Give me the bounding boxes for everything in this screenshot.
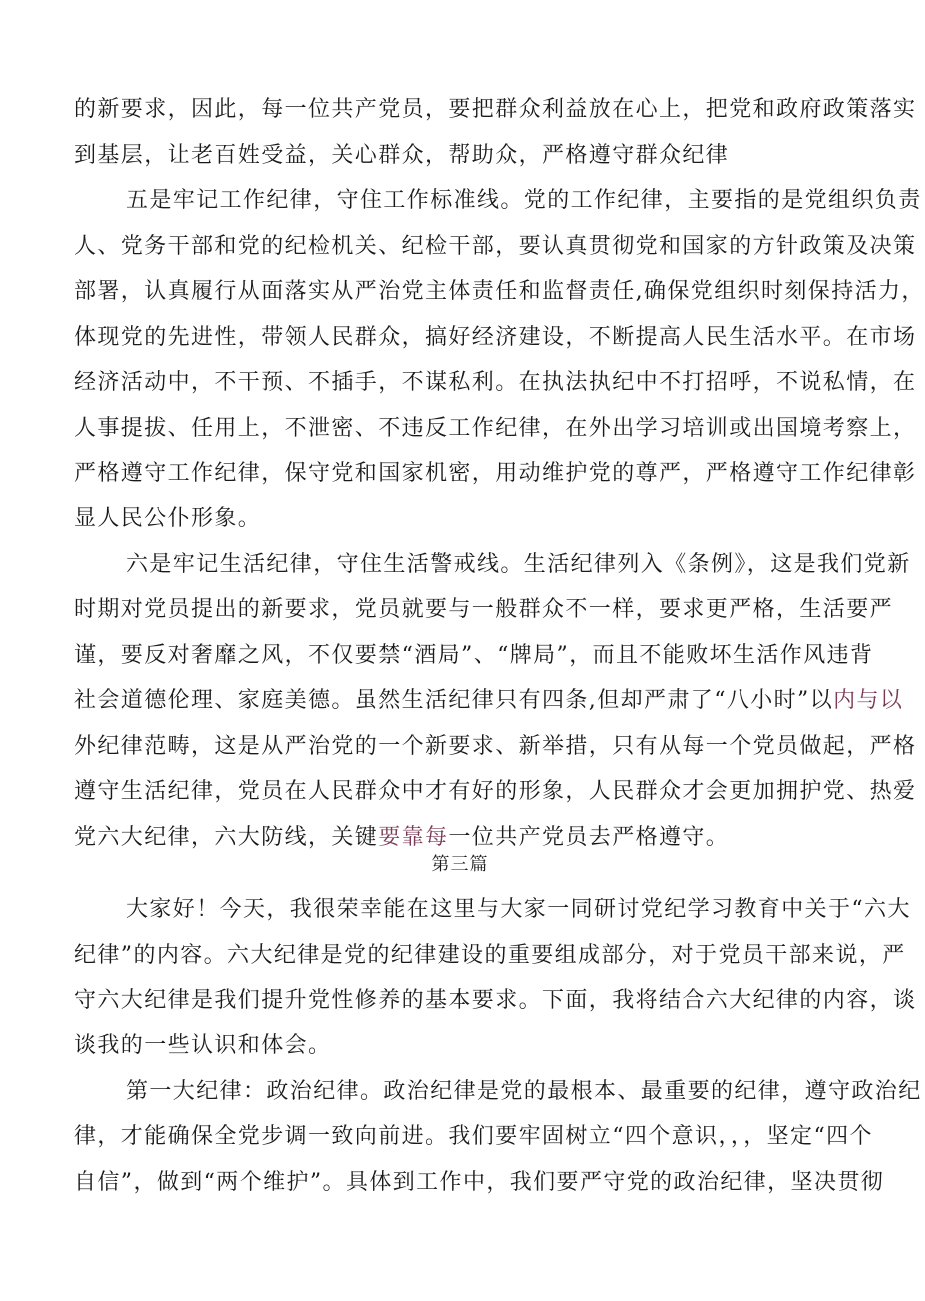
text-line: 部署，认真履行从面落实从严治党主体责任和监督责任,确保党组织时刻保持活力， [74, 279, 925, 304]
text-line: 人、党务干部和党的纪检机关、纪检干部，要认真贯彻党和国家的方针政策及决策 [74, 234, 917, 259]
text-line: 经济活动中，不干预、不插手，不谋私利。在执法执纪中不打招呼，不说私情，在 [74, 370, 917, 395]
text-line: 律，才能确保全党步调一致向前进。我们要牢固树立“四个意识，，，坚定“四个 [74, 1124, 873, 1149]
text-line: 外纪律范畴，这是从严治党的一个新要求、新举措，只有从每一个党员做起，严格 [74, 734, 917, 759]
text-line: 守六大纪律是我们提升党性修养的基本要求。下面，我将结合六大纪律的内容，谈 [74, 988, 917, 1013]
text-line: 人事提拔、任用上，不泄密、不违反工作纪律，在外出学习培训或出国境考察上， [74, 416, 917, 441]
paragraph-start-line: 五是牢记工作纪律，守住工作标准线。党的工作纪律，主要指的是党组织负责 [126, 188, 922, 213]
text-line: 时期对党员提出的新要求，党员就要与一般群众不一样，要求更严格，生活要严 [74, 597, 894, 622]
highlighted-text-run: 要靠每 [378, 825, 449, 850]
text-line: 的新要求，因此，每一位共产党员，要把群众利益放在心上，把党和政府政策落实 [74, 97, 917, 122]
text-line [74, 683, 904, 719]
paragraph-start-line: 六是牢记生活纪律，守住生活警戒线。生活纪律列入《条例》，这是我们党新 [126, 552, 911, 577]
section-heading: 第三篇 [431, 854, 489, 875]
text-line: 遵守生活纪律，党员在人民群众中才有好的形象，人民群众才会更加拥护党、热爱 [74, 779, 917, 804]
text-run: 党六大纪律，六大防线，关键 [74, 825, 379, 850]
text-run: 一位共产党员去严格遵守。 [448, 825, 730, 850]
highlighted-text-run: 内与以 [833, 688, 904, 713]
text-line: 纪律”的内容。六大纪律是党的纪律建设的重要组成部分，对于党员干部来说，严 [74, 943, 906, 968]
text-line: 显人民公仆形象。 [74, 506, 262, 531]
paragraph-start-line: 大家好！今天，我很荣幸能在这里与大家一同研讨党纪学习教育中关于“六大 [126, 897, 911, 922]
paragraph-start-line: 第一大纪律：政治纪律。政治纪律是党的最根本、最重要的纪律，遵守政治纪 [126, 1079, 922, 1104]
text-line: 体现党的先进性，带领人民群众，搞好经济建设，不断提高人民生活水平。在市场 [74, 325, 917, 350]
text-line: 自信”，做到“两个维护”。具体到工作中，我们要严守党的政治纪律，坚决贯彻 [74, 1170, 885, 1195]
text-line: 到基层，让老百姓受益，关心群众，帮助众，严格遵守群众纪律 [74, 143, 730, 168]
text-line: 严格遵守工作纪律，保守党和国家机密，用动维护党的尊严，严格遵守工作纪律彰 [74, 461, 917, 486]
text-line: 谈我的一些认识和体会。 [74, 1033, 332, 1058]
text-line: 谨，要反对奢靡之风，不仅要禁“酒局”、“牌局”，而且不能败坏生活作风违背 [74, 643, 874, 668]
text-run: 社会道德伦理、家庭美德。虽然生活纪律只有四条,但却严肃了“八小时”以 [74, 688, 834, 713]
